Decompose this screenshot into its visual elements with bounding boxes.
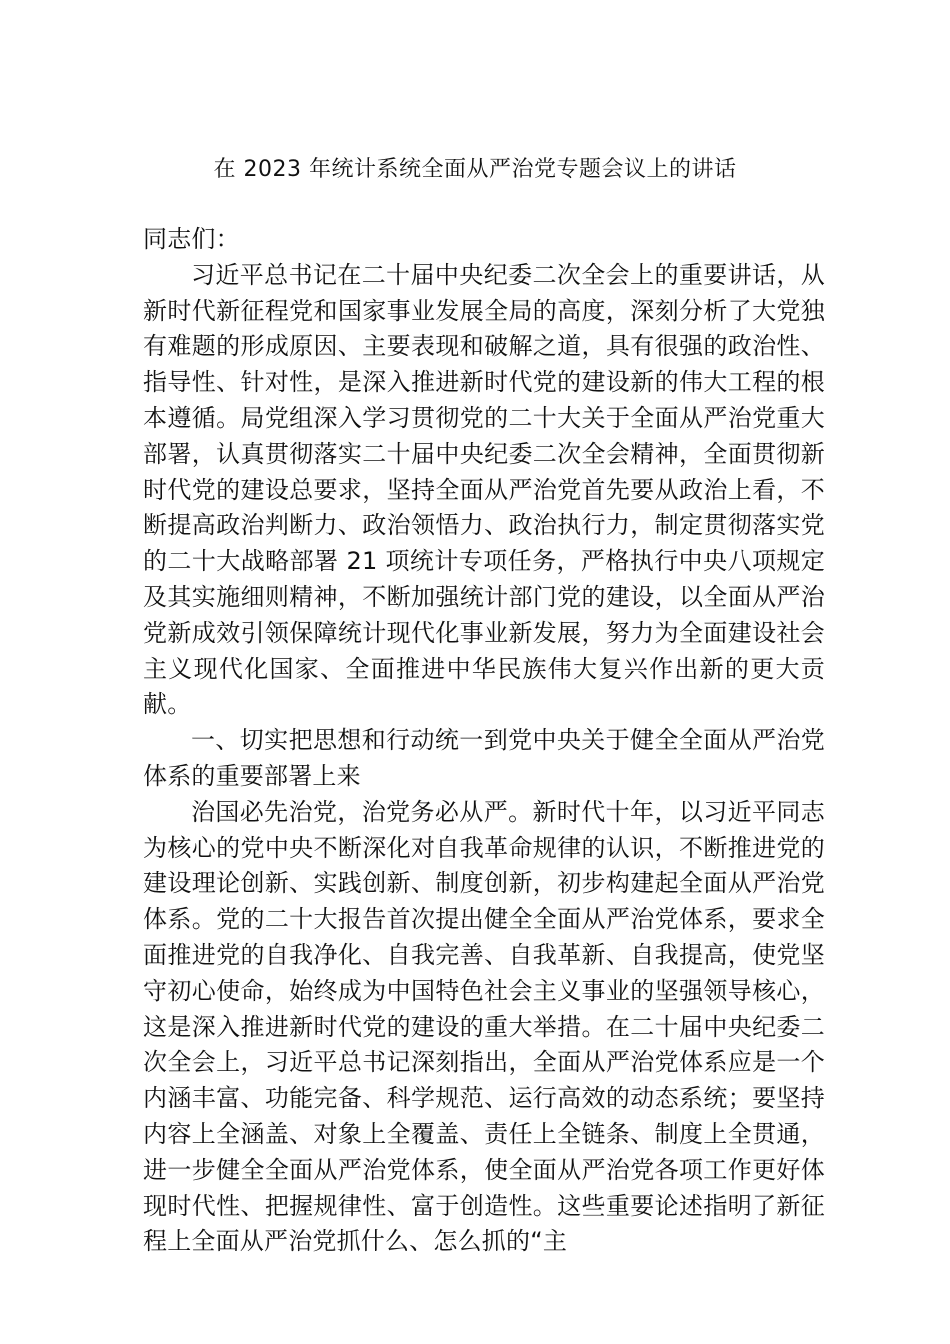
paragraph-section-1: 治国必先治党，治党务必从严。新时代十年，以习近平同志为核心的党中央不断深化对自我革命规律的认识，不断推进党的建设理论创新、实践创新、制度创新，初步构建起全面从严治党体系。党的二十大报告首次提出健全全面从严治党体系，要求全面推进党的自我净化、自我完善、自我革新、自我提高，使党坚守初心使命，始终成为中国特色社会主义事业的坚强领导核心，这是深入推进新时代党的建设的重大举措。在二十届中央纪委二次全会上，习近平总书记深刻指出，全面从严治党体系应是一个内涵丰富、功能完备、科学规范、运行高效的动态系统；要坚持内容上全涵盖、对象上全覆盖、责任上全链条、制度上全贯通，进一步健全全面从严治党体系，使全面从严治党各项工作更好体现时代性、把握规律性、富于创造性。这些重要论述指明了新征程上全面从严治党抓什么、怎么抓的“主 [143, 797, 825, 1256]
paragraph-intro: 习近平总书记在二十届中央纪委二次全会上的重要讲话，从新时代新征程党和国家事业发展全局的高度，深刻分析了大党独有难题的形成原因、主要表现和破解之道，具有很强的政治性、指导性、针对性，是深入推进新时代党的建设新的伟大工程的根本遵循。局党组深入学习贯彻党的二十大关于全面从严治党重大部署，认真贯彻落实二十届中央纪委二次全会精神，全面贯彻新时代党的建设总要求，坚持全面从严治党首先要从政治上看，不断提高政治判断力、政治领悟力、政治执行力，制定贯彻落实党的二十大战略部署 21 项统计专项任务，严格执行中央八项规定及其实施细则精神，不断加强统计部门党的建设，以全面从严治党新成效引领保障统计现代化事业新发展，努力为全面建设社会主义现代化国家、全面推进中华民族伟大复兴作出新的更大贡献。 [143, 260, 825, 719]
document-body [143, 222, 825, 1260]
document-title: 在 2023 年统计系统全面从严治党专题会议上的讲话 [213, 157, 737, 182]
salutation: 同志们： [143, 225, 240, 253]
section-heading-1: 一、切实把思想和行动统一到党中央关于健全全面从严治党体系的重要部署上来 [143, 726, 825, 790]
